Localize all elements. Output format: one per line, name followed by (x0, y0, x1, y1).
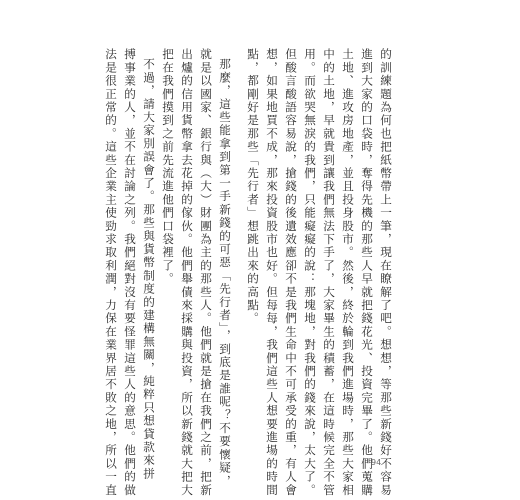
text-column: 搏事業的人，並不在討論之列。我們絕對沒有要怪罪這些人的意思。他們的做 (123, 48, 137, 497)
page-number: 94 (371, 458, 382, 467)
text-column: 中的土地，早就貴到讓我們無法下手了，大家畢生的積蓄，在這時候完全不管 (322, 48, 336, 497)
text-column: 進到大家的口袋時，奪得先機的那些人早就把錢花光、投資完畢了。他們蒐購 (360, 48, 374, 497)
text-column: 不過，請大家別誤會了。那些與貨幣制度的建構無關，純粹只想貸款來拼 (142, 58, 156, 481)
text-column: 想，如果地買不成，那來投資股市也好。但每每，我們這些人想要進場的時間 (265, 48, 279, 497)
text-column: 點，都剛好是那些「先行者」想跳出來的高點。 (246, 48, 260, 326)
text-column: 就是以國家、銀行與（大）財團為主的那些人。他們就是搶在我們之前，把新 (199, 48, 213, 497)
text-column: 法是很正常的。這些企業主使勁求取利潤，力保在業界居不敗之地，所以一直 (104, 48, 118, 497)
text-column: 的訓練題為何也把紙幣帶上一筆，現在瞭解了吧。想想，等那些新錢好不容易 (379, 48, 393, 497)
text-column: 土地、進攻房地產，並且投身股市。然後，終於輪到我們進場時，那些大家相 (341, 48, 355, 497)
text-column: 但酸言酸語容易說，搶錢的後遺效應卻不是我們生命中不可承受的重，有人會 (284, 48, 298, 497)
text-column: 用。而欲哭無淚的我們，只能癡癡的說：那塊地，對我們的錢來說，太大了。 (303, 48, 317, 497)
text-column: 把在我們摸到之前先流進他們口袋裡了。 (161, 48, 175, 286)
text-column: 出爐的信用貨幣拿去花掉的傢伙。他們舉債來採購與投資，所以新錢就大把大 (180, 48, 194, 497)
text-column: 那麼，這些能拿到第一手新錢的可惡「先行者」，到底是誰呢？不要懷疑， (218, 58, 232, 488)
